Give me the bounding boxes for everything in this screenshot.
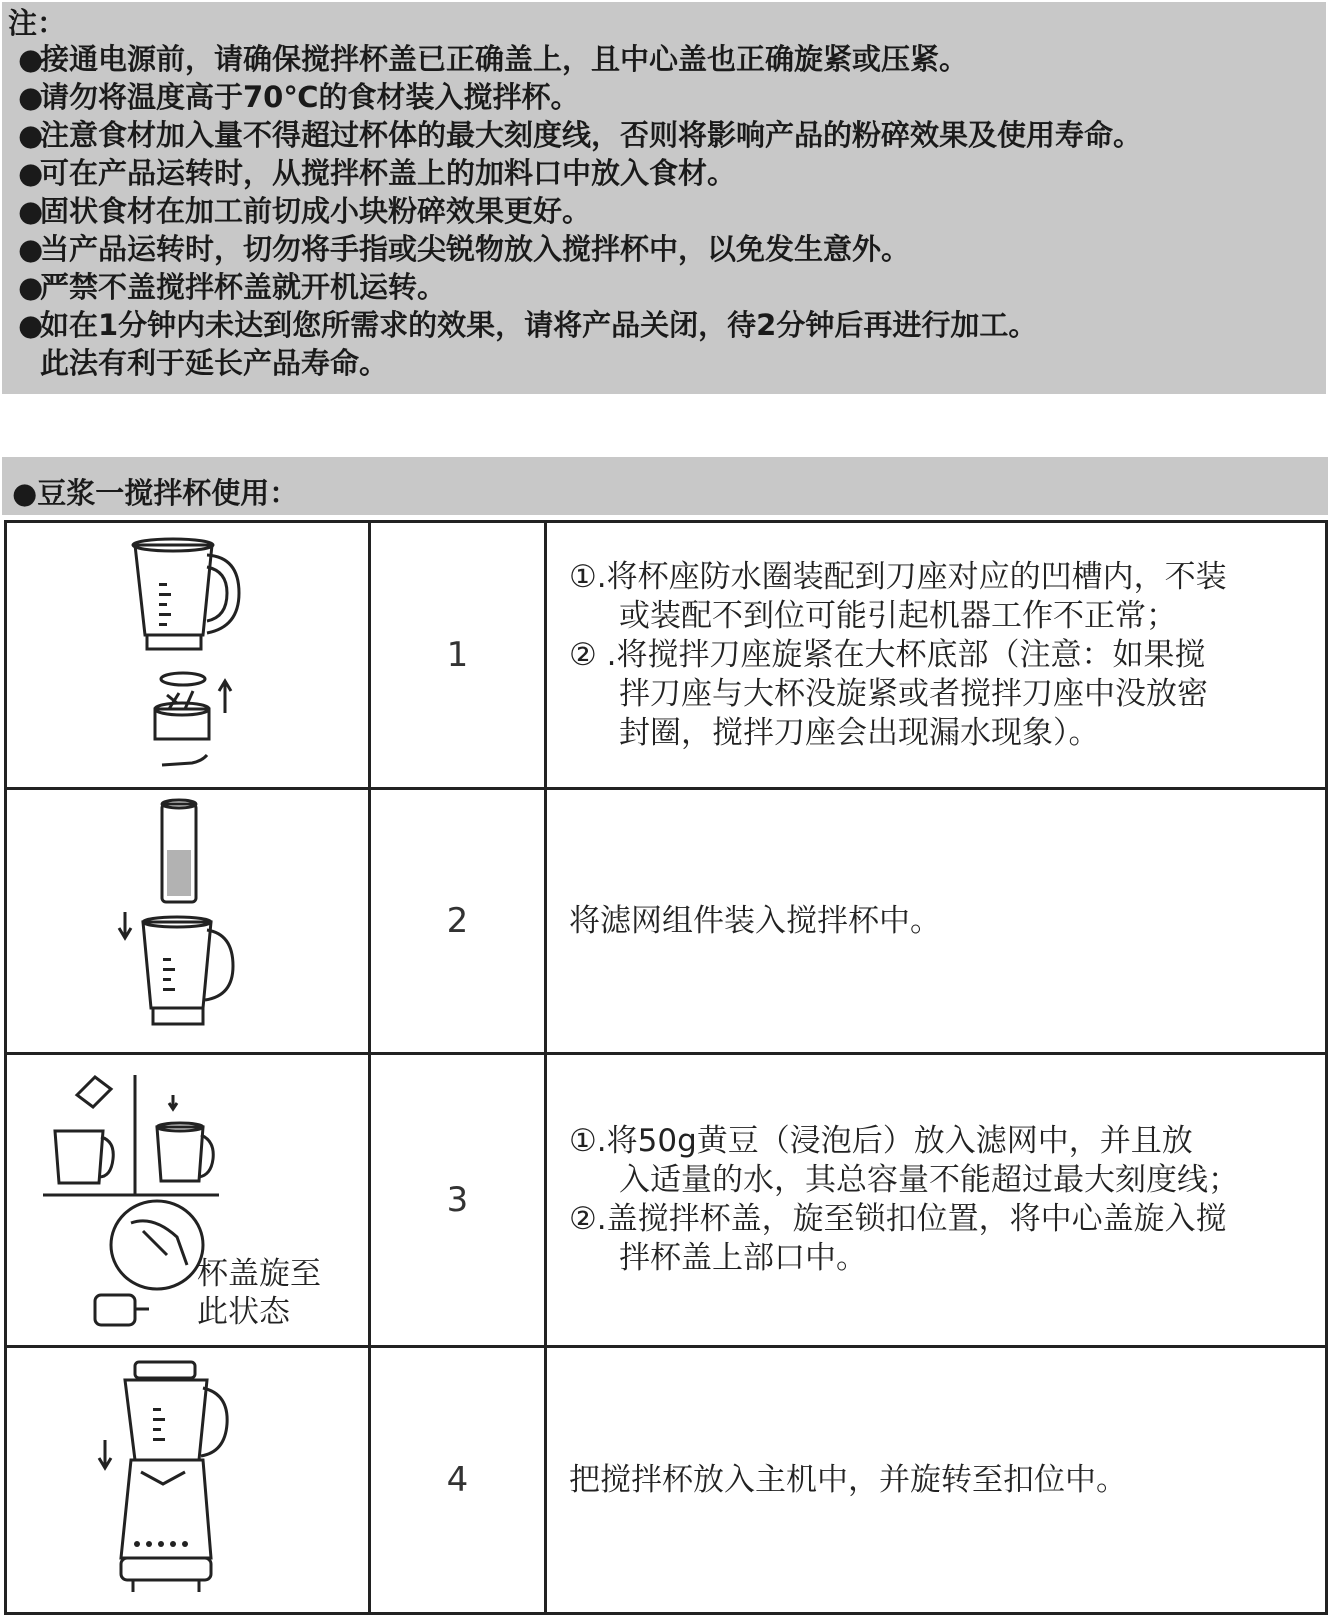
note-item: ●固状食材在加工前切成小块粉碎效果更好。 xyxy=(18,194,592,228)
note-continuation: 此法有利于延长产品寿命。 xyxy=(40,346,389,380)
step-description: ①.将杯座防水圈装配到刀座对应的凹槽内，不装 或装配不到位可能引起机器工作不正常； ② .将搅拌刀座旋紧在大杯底部（注意：如果搅 拌刀座与大杯没旋紧或者搅拌刀座中没放密 封圈，搅拌刀座会出现漏水现象）。 xyxy=(546,522,1327,789)
section-title: ●豆浆一搅拌杯使用： xyxy=(2,457,1328,515)
note-item: ●注意食材加入量不得超过杯体的最大刻度线，否则将影响产品的粉碎效果及使用寿命。 xyxy=(18,118,1143,152)
step-description: 将滤网组件装入搅拌杯中。 xyxy=(546,789,1327,1054)
step-illustration xyxy=(6,1347,370,1614)
note-item: ●可在产品运转时，从搅拌杯盖上的加料口中放入食材。 xyxy=(18,156,737,190)
step-number: 4 xyxy=(370,1347,546,1614)
blender-mount-icon xyxy=(7,1348,371,1612)
step-illustration xyxy=(6,789,370,1054)
step-row xyxy=(6,522,1327,789)
step-description: ①.将50g黄豆（浸泡后）放入滤网中，并且放 入适量的水，其总容量不能超过最大刻度线； ②.盖搅拌杯盖，旋至锁扣位置，将中心盖旋入搅 拌杯盖上部口中。 xyxy=(546,1054,1327,1347)
step-illustration xyxy=(6,522,370,789)
step-illustration xyxy=(6,1054,370,1347)
notes-panel xyxy=(2,2,1326,394)
step-number: 2 xyxy=(370,789,546,1054)
note-item: ●如在1分钟内未达到您所需求的效果，请将产品关闭，待2分钟后再进行加工。 xyxy=(18,308,1038,342)
note-item: ●请勿将温度高于70℃的食材装入搅拌杯。 xyxy=(18,80,580,114)
note-item: ●接通电源前，请确保搅拌杯盖已正确盖上，且中心盖也正确旋紧或压紧。 xyxy=(18,42,969,76)
notes-title: 注： xyxy=(8,6,67,40)
step-description: 把搅拌杯放入主机中，并旋转至扣位中。 xyxy=(546,1347,1327,1614)
note-item: ●严禁不盖搅拌杯盖就开机运转。 xyxy=(18,270,447,304)
step-number: 3 xyxy=(370,1054,546,1347)
steps-table xyxy=(4,520,1328,1615)
step-row xyxy=(6,1347,1327,1614)
filter-insert-icon xyxy=(7,790,371,1052)
step-number: 1 xyxy=(370,522,546,789)
step-row xyxy=(6,789,1327,1054)
step-row xyxy=(6,1054,1327,1347)
jar-assembly-icon xyxy=(7,523,371,787)
lid-caption: 杯盖旋至 此状态 xyxy=(197,1256,321,1330)
note-item: ●当产品运转时，切勿将手指或尖锐物放入搅拌杯中，以免发生意外。 xyxy=(18,232,911,266)
